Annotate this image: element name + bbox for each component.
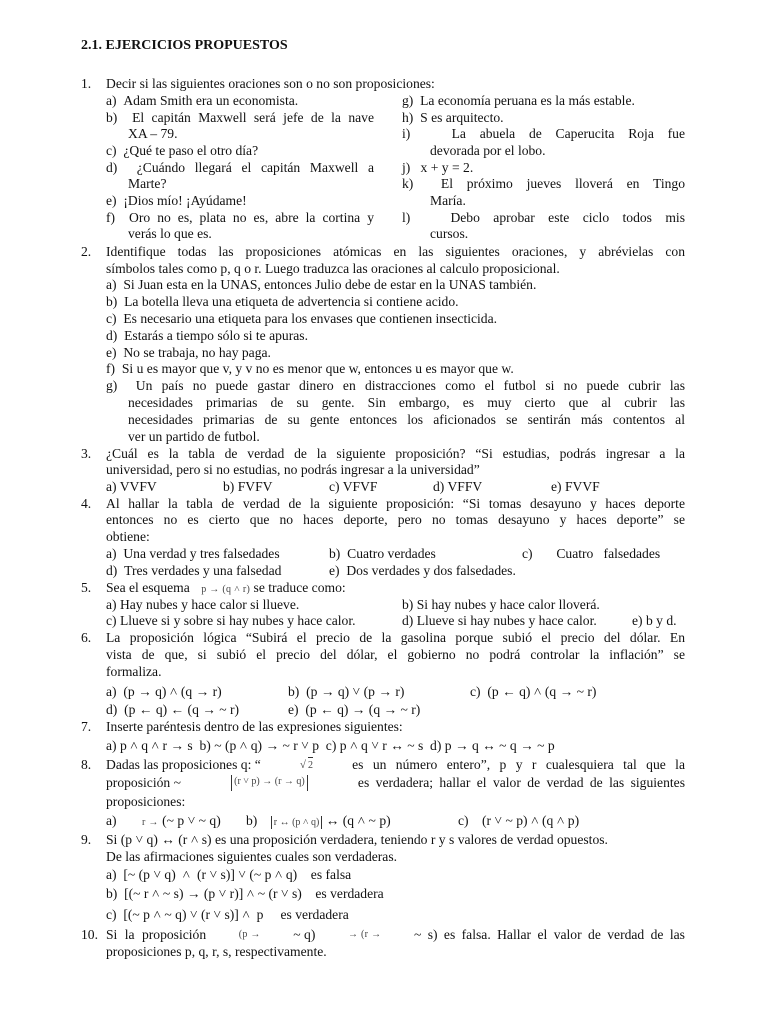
exercise-10-stem-mid: ~ q) [293,927,316,942]
exercise-10-stem-line-1 [106,927,685,943]
exercise-3-option-a: a) VVFV [106,479,157,494]
exercise-8-option-c [458,813,579,829]
exercise-10-formula-2: → (r → [347,929,382,940]
sqrt-symbol: √ 2 [300,757,313,774]
exercise-2-item-b: b) La botella lleva una etiqueta de advertencia si contiene acido. [106,294,459,309]
exercise-number: 6. [81,630,92,645]
exercise-8-stem-post: es un número entero”, p y r cualesquiera tal que la [352,757,685,772]
sqrt-radicand: 2 [308,757,313,774]
exercise-5-option-d: d) Llueve si hay nubes y hace calor. [402,613,597,628]
exercise-10-formula-1: (p → [238,929,261,940]
exercise-8-option-a-f1: r → [141,817,159,828]
exercise-6-stem-line-2: vista de que, si subió el precio del dólar, el gobierno no podrá controlar la inflación” se [106,647,685,662]
option-label: c) [458,813,469,828]
exercise-3-option-d: d) VFFV [433,479,483,494]
exercise-8-stem-line-1 [106,757,685,774]
exercise-5-option-a: a) Hay nubes y hace calor si llueve. [106,597,300,612]
exercise-number: 4. [81,496,92,511]
exercise-2-stem-line-2: símbolos tales como p, q o r. Luego traduzca las oraciones al calculo proposicional. [106,261,560,276]
exercise-3-option-c: c) VFVF [329,479,378,494]
exercise-3-option-e: e) FVVF [551,479,600,494]
exercise-4-option-c: c) Cuatro falsedades [522,546,661,561]
exercise-8-option-a-f2: (~ p ˅ ~ q) [162,813,221,828]
exercise-1-item-d: d) ¿Cuándo llegará el capitán Maxwell a [106,160,374,175]
exercise-1-item-e: e) ¡Dios mío! ¡Ayúdame! [106,193,247,208]
exercise-1-item-c: c) ¿Qué te paso el otro día? [106,143,259,158]
exercise-4-stem-line-1: Al hallar la tabla de verdad de la siguiente proposición: “Si tomas desayuno y haces deporte [106,496,685,511]
exercise-10-stem-post: ~ s) es falsa. Hallar el valor de verdad de las [413,927,685,942]
exercise-2-item-f: f) Si u es mayor que v, y v no es menor que w, entonces u es mayor que w. [106,361,514,376]
exercise-4-stem-line-3: obtiene: [106,529,150,544]
exercise-2-stem-line-1: Identifique todas las proposiciones atómicas en las siguientes oraciones, y abrévielas con [106,244,685,259]
exercise-3-stem-line-1: ¿Cuál es la tabla de verdad de la siguiente proposición? “Si estudias, podrás ingresar a la [106,446,685,461]
exercise-4-option-b: b) Cuatro verdades [329,546,436,561]
exercise-6-option-a: a) (p → q) ˄ (q → r) [106,684,222,699]
exercise-8-stem-pre: Dadas las proposiciones q: “ [106,757,261,772]
exercise-8-option-b-f1: r ↔ (p ˄ q) [271,816,323,829]
exercise-5-option-e: e) b y d. [632,613,677,628]
section-title: 2.1. EJERCICIOS PROPUESTOS [81,38,288,53]
exercise-5-stem [106,580,346,598]
exercise-1-item-j: j) x + y = 2. [402,160,474,175]
exercise-8-stem-line-2 [106,775,685,791]
exercise-8-bracket-formula: (r ˅ p) → (r → q) [231,775,308,791]
exercise-number: 8. [81,757,92,772]
exercise-8-stem-post-2: es verdadera; hallar el valor de verdad de las siguientes [357,775,685,790]
exercise-number: 5. [81,580,92,595]
exercise-2-item-g-cont-2: necesidades primarias de su gente entonces los aficionados se sentirán más contentos al [128,412,685,427]
exercise-1-item-b-cont: XA – 79. [128,126,178,141]
exercise-2-item-e: e) No se trabaja, no hay paga. [106,345,271,360]
exercise-7-expressions: a) p ˄ q ˄ r → s b) ~ (p ˄ q) → ~ r ˅ p c) p ˄ q ˅ r ↔ ~ s d) p → q ↔ ~ q → ~ p [106,738,555,753]
option-label: b) [246,813,258,828]
exercise-1-stem: Decir si las siguientes oraciones son o no son proposiciones: [106,76,435,91]
exercise-4-option-a: a) Una verdad y tres falsedades [106,546,280,561]
exercise-number: 3. [81,446,92,461]
exercise-10-stem-line-2: proposiciones p, q, r, s, respectivamente. [106,944,327,959]
exercise-1-item-f-cont: verás lo que es. [128,226,212,241]
exercise-6-stem-line-1: La proposición lógica “Subirá el precio de la gasolina porque subió el precio del dólar. En [106,630,685,645]
exercise-9-stem-line-1: Si (p ˅ q) ↔ (r ˄ s) es una proposición verdadera, teniendo r y s valores de verdad opuestos. [106,832,608,847]
exercise-5-stem-pre: Sea el esquema [106,580,190,595]
exercise-6-option-d: d) (p ← q) ← (q → ~ r) [106,702,240,717]
exercise-8-stem-pre-2: proposición ~ [106,775,181,790]
exercise-6-option-b: b) (p → q) ˅ (p → r) [288,684,405,699]
exercise-6-option-e: e) (p ← q) → (q → ~ r) [288,702,421,717]
exercise-8-option-b-f2: ↔ (q ˄ ~ p) [325,813,391,828]
exercise-1-item-l-cont: cursos. [430,226,469,241]
exercise-1-item-h: h) S es arquitecto. [402,110,504,125]
exercise-4-option-d: d) Tres verdades y una falsedad [106,563,282,578]
exercise-1-item-k-cont: María. [430,193,466,208]
exercise-number: 10. [81,927,98,942]
exercise-1-item-d-cont: Marte? [128,176,167,191]
exercise-5-option-b: b) Si hay nubes y hace calor lloverá. [402,597,600,612]
exercise-6-option-c: c) (p ← q) ˄ (q → ~ r) [470,684,597,699]
exercise-2-item-g-cont-3: ver un partido de futbol. [128,429,260,444]
exercise-9-stem-line-2: De las afirmaciones siguientes cuales son verdaderas. [106,849,398,864]
exercise-9-option-b: b) [(~ r ˄ ~ s) → (p ˅ r)] ˄ ~ (r ˅ s) es verdadera [106,886,384,901]
exercise-number: 1. [81,76,92,91]
exercise-3-option-b: b) FVFV [223,479,273,494]
exercise-1-item-a: a) Adam Smith era un economista. [106,93,299,108]
exercise-1-item-l: l) Debo aprobar este ciclo todos mis [402,210,685,225]
exercise-1-item-i: i) La abuela de Caperucita Roja fue [402,126,685,141]
exercise-2-item-c: c) Es necesario una etiqueta para los envases que contienen insecticida. [106,311,498,326]
exercise-5-option-c: c) Llueve si y sobre si hay nubes y hace calor. [106,613,356,628]
exercise-1-item-i-cont: devorada por el lobo. [430,143,546,158]
exercise-5-stem-post: se traduce como: [253,580,346,595]
exercise-1-item-b: b) El capitán Maxwell será jefe de la nave [106,110,374,125]
exercise-1-item-g: g) La economía peruana es la más estable. [402,93,635,108]
exercise-2-item-a: a) Si Juan esta en la UNAS, entonces Julio debe de estar en la UNAS también. [106,277,537,292]
exercise-2-item-g: g) Un país no puede gastar dinero en distracciones como el futbol si no puede cubrir las [106,378,685,393]
exercise-7-stem: Inserte paréntesis dentro de las expresiones siguientes: [106,719,403,734]
exercise-3-stem-line-2: universidad, pero si no estudias, no podrás ingresar a la universidad” [106,462,480,477]
exercise-9-option-c: c) [(~ p ˄ ~ q) ˅ (r ˅ s)] ˄ p es verdadera [106,907,349,922]
exercise-2-item-g-cont-1: necesidades primarias de su gente. Sin embargo, es muy cierto que al cubrir las [128,395,685,410]
exercise-5-formula: p → (q ˄ r) [201,584,251,595]
exercise-2-item-d: d) Estarás a tiempo sólo si te apuras. [106,328,308,343]
exercise-8-stem-line-3: proposiciones: [106,794,186,809]
exercise-number: 7. [81,719,92,734]
exercise-8-option-c-f: (r ˅ ~ p) ˄ (q ˄ p) [481,813,580,828]
exercise-10-stem-pre: Si la proposición [106,927,207,942]
exercise-4-option-e: e) Dos verdades y dos falsedades. [329,563,516,578]
exercise-number: 2. [81,244,92,259]
option-label: a) [106,813,117,828]
exercise-6-stem-line-3: formaliza. [106,664,162,679]
exercise-8-option-a [106,813,221,831]
exercise-1-item-f: f) Oro no es, plata no es, abre la cortina y [106,210,374,225]
exercise-number: 9. [81,832,92,847]
exercise-4-stem-line-2: entonces no es cierto que no haces deporte, pero no tomas desayuno y haces deporte” se [106,512,685,527]
exercise-1-item-k: k) El próximo jueves lloverá en Tingo [402,176,685,191]
exercise-9-option-a: a) [~ (p ˅ q) ˄ (r ˅ s)] ˅ (~ p ˄ q) es falsa [106,867,352,882]
exercise-8-option-b [246,813,391,829]
